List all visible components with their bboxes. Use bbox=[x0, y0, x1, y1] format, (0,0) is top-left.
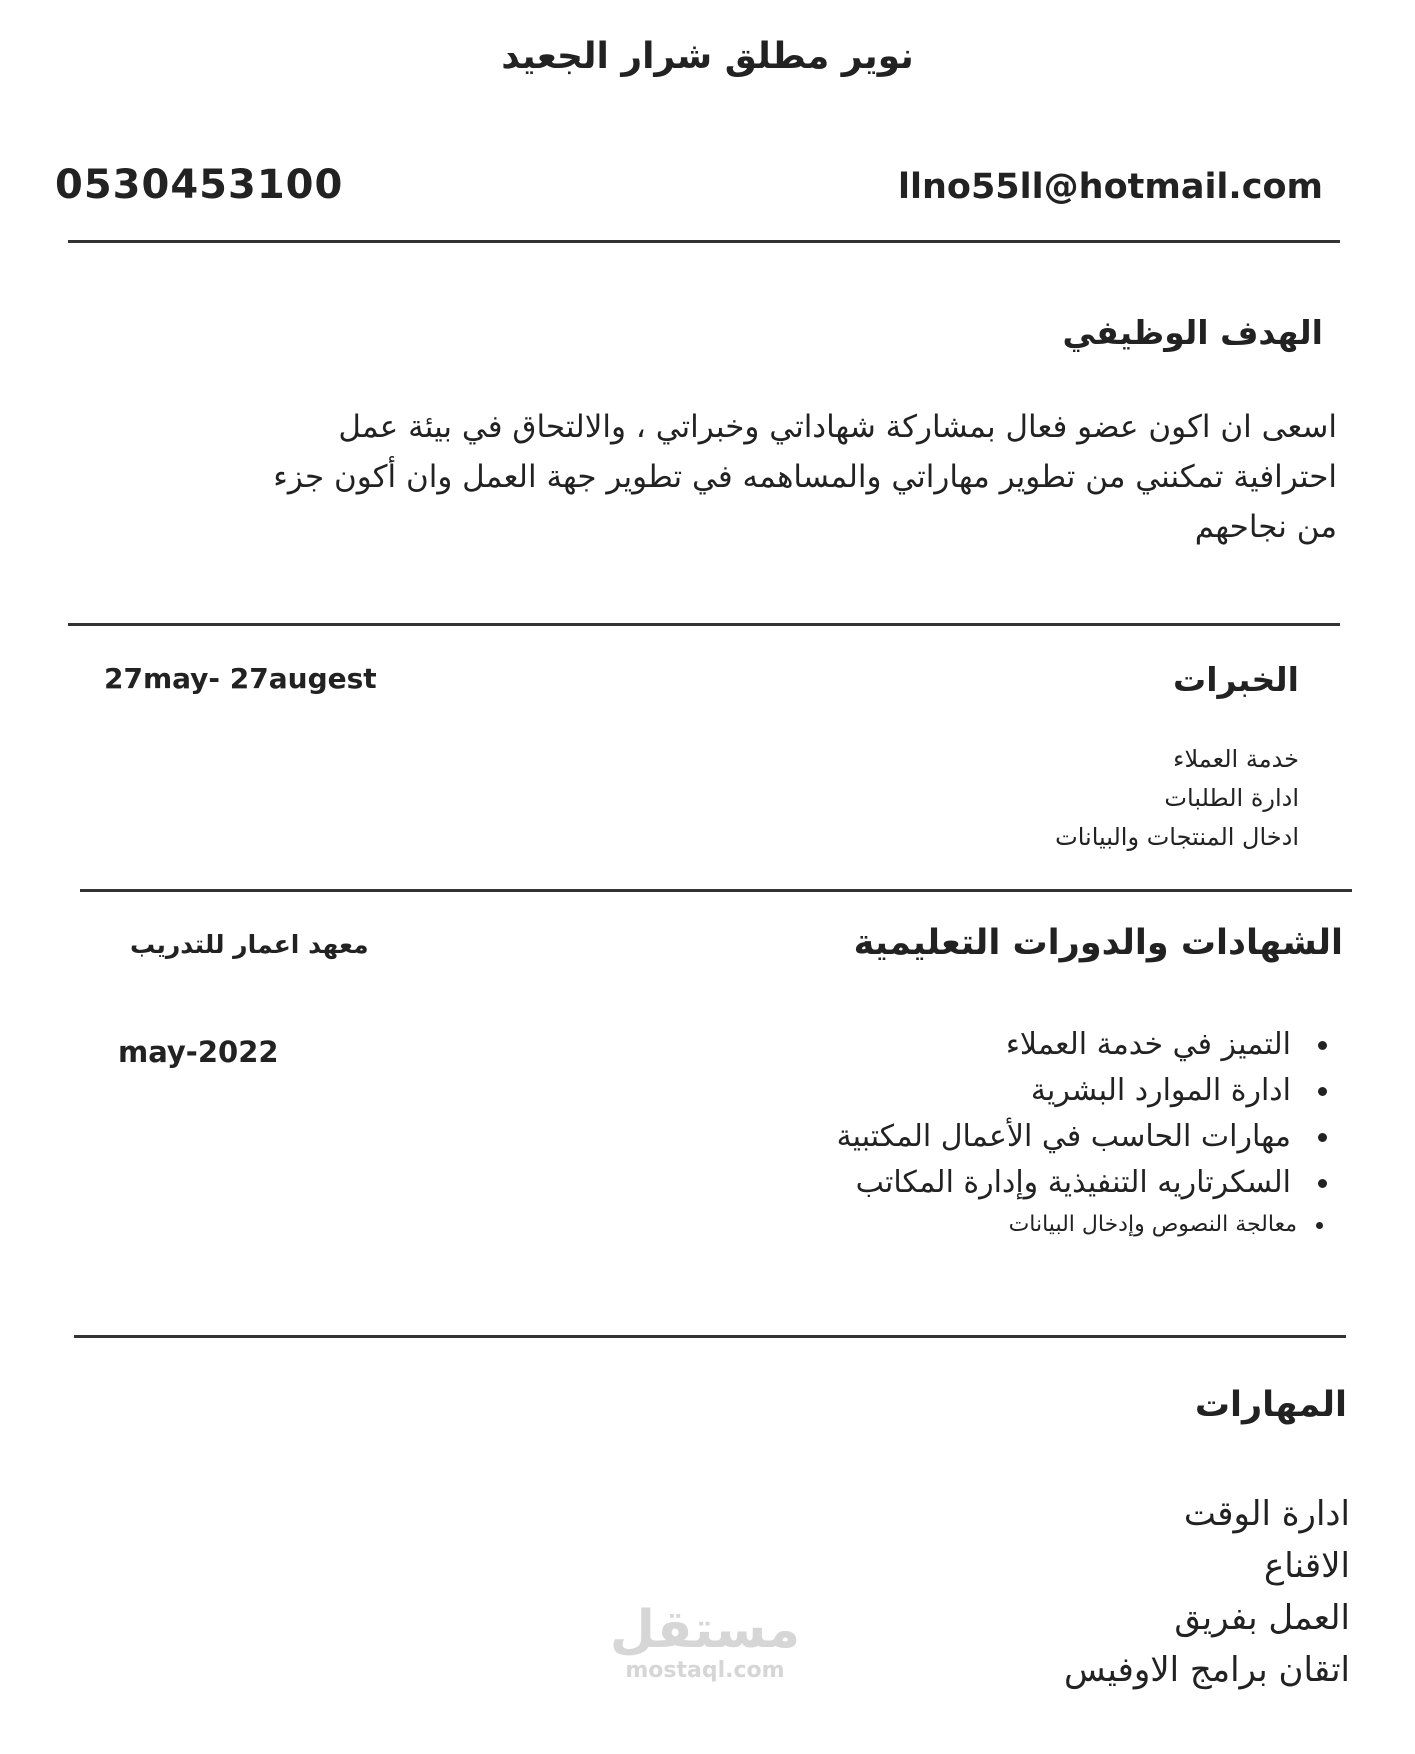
certificates-list bbox=[837, 1022, 1327, 1244]
institute-name: معهد اعمار للتدريب bbox=[130, 930, 369, 959]
email-address: llno55ll@hotmail.com bbox=[898, 167, 1323, 207]
list-item: مهارات الحاسب في الأعمال المكتبية bbox=[837, 1114, 1327, 1160]
applicant-name: نوير مطلق شرار الجعيد bbox=[501, 36, 914, 77]
objective-title: الهدف الوظيفي bbox=[1062, 313, 1323, 352]
certificates-title: الشهادات والدورات التعليمية bbox=[853, 923, 1343, 963]
skills-list bbox=[1064, 1488, 1350, 1696]
section-divider bbox=[68, 240, 1340, 243]
watermark-arabic: مستقل bbox=[609, 1600, 801, 1660]
objective-text: اسعى ان اكون عضو فعال بمشاركة شهاداتي وخبراتي ، والالتحاق في بيئة عمل احترافية تمكنني من تطوير مهاراتي والمساهمه في تطوير جهة العمل وان أكون جزء من نجاحهم bbox=[273, 409, 1337, 545]
experience-dates: 27may- 27augest bbox=[104, 662, 377, 695]
experience-list bbox=[1055, 740, 1299, 857]
list-item: ادارة الوقت bbox=[1183, 1494, 1350, 1534]
phone-number: 0530453100 bbox=[55, 162, 344, 208]
list-item: ادارة الموارد البشرية bbox=[837, 1068, 1327, 1114]
section-divider bbox=[74, 1335, 1346, 1338]
list-item: ادخال المنتجات والبيانات bbox=[1055, 823, 1299, 851]
list-item: التميز في خدمة العملاء bbox=[837, 1022, 1327, 1068]
list-item: ادارة الطلبات bbox=[1164, 784, 1299, 812]
list-item: خدمة العملاء bbox=[1173, 745, 1299, 773]
list-item: معالجة النصوص وإدخال البيانات bbox=[837, 1206, 1327, 1244]
list-item: السكرتاريه التنفيذية وإدارة المكاتب bbox=[837, 1160, 1327, 1206]
experience-title: الخبرات bbox=[1173, 660, 1299, 699]
watermark bbox=[600, 1600, 810, 1682]
list-item: اتقان برامج الاوفيس bbox=[1064, 1650, 1350, 1690]
section-divider bbox=[68, 623, 1340, 626]
watermark-latin: mostaql.com bbox=[625, 1658, 785, 1683]
skills-title: المهارات bbox=[1194, 1385, 1347, 1425]
list-item: الاقناع bbox=[1264, 1546, 1350, 1586]
section-divider bbox=[80, 889, 1352, 892]
certificate-date: may-2022 bbox=[118, 1035, 279, 1069]
list-item: العمل بفريق bbox=[1174, 1598, 1350, 1638]
